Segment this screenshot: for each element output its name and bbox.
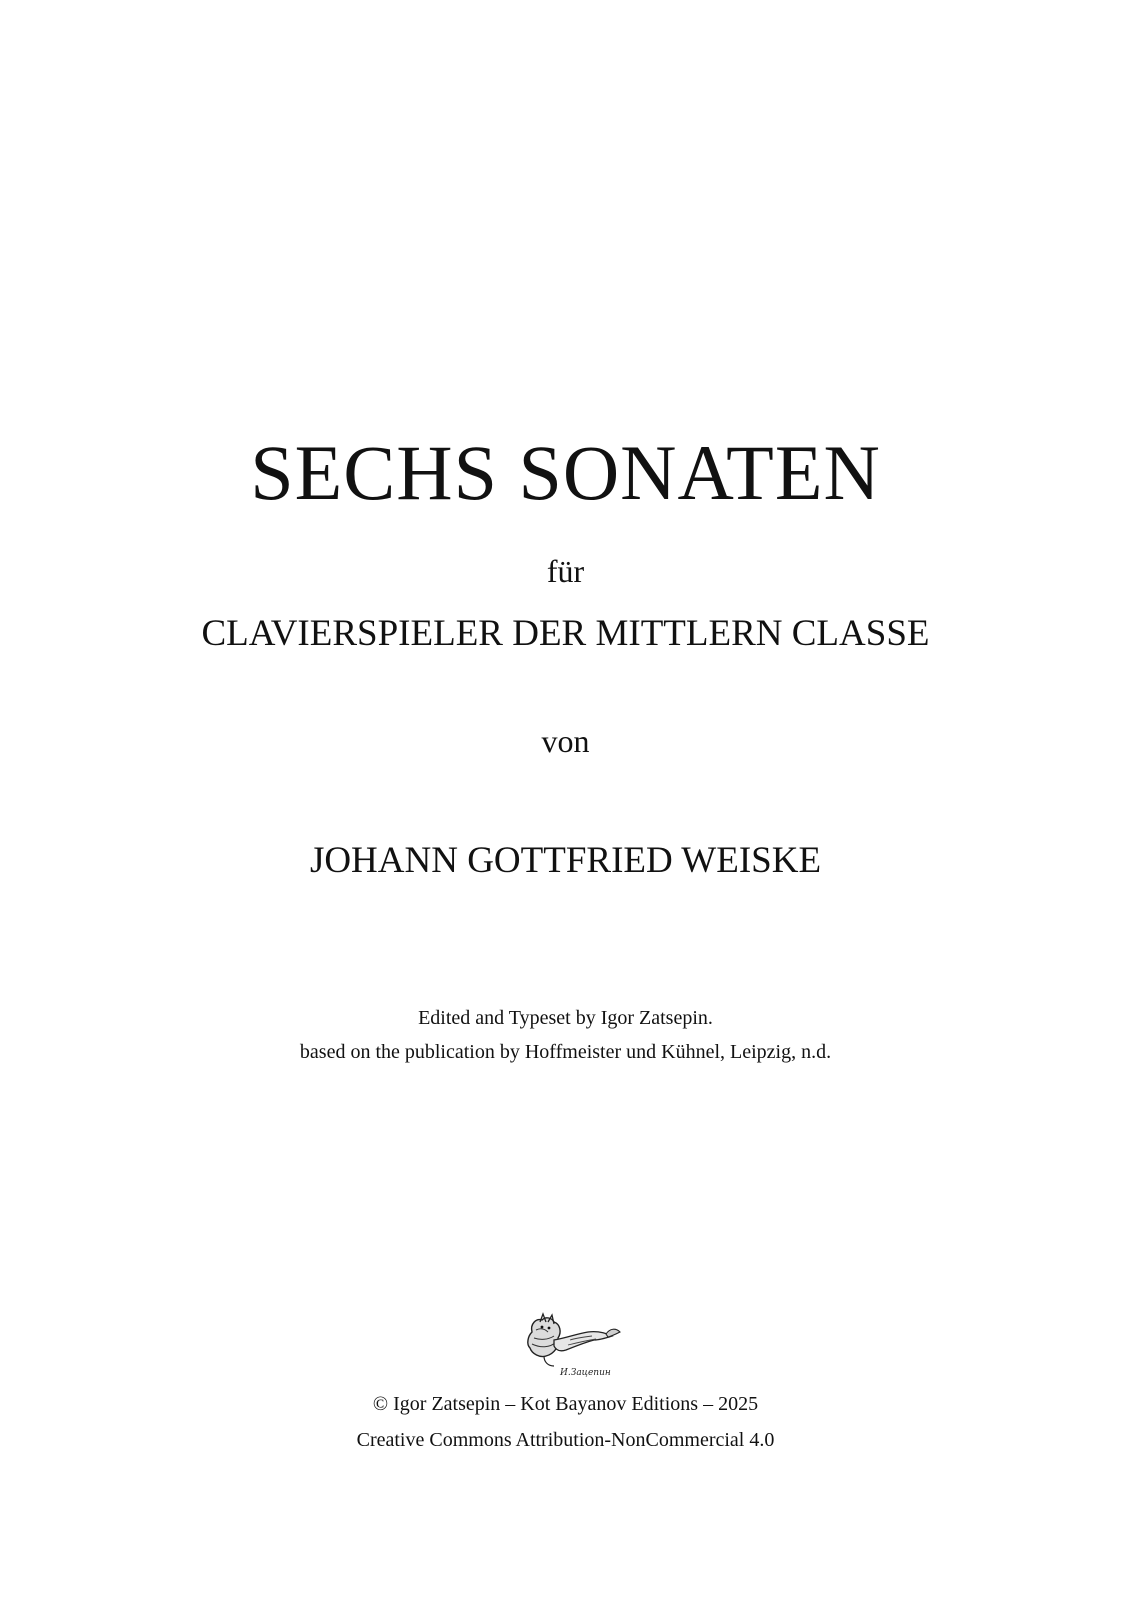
- page-title: SECHS SONATEN: [250, 429, 881, 516]
- page-subtitle: CLAVIERSPIELER DER MITTLERN CLASSE: [201, 613, 930, 654]
- license-notice: Creative Commons Attribution-NonCommercial 4.0: [356, 1429, 775, 1451]
- copyright-notice: © Igor Zatsepin – Kot Bayanov Editions – 2025: [372, 1393, 759, 1415]
- cat-publisher-logo-icon: [510, 1310, 630, 1380]
- title-connector-fuer: für: [546, 553, 585, 589]
- composer-name: JOHANN GOTTFRIED WEISKE: [309, 840, 822, 881]
- svg-text:И.Зацепин: И.Зацепин: [560, 1368, 611, 1378]
- source-publication-credit: based on the publication by Hoffmeister und Kühnel, Leipzig, n.d.: [299, 1041, 832, 1063]
- edited-by-credit: Edited and Typeset by Igor Zatsepin.: [418, 1007, 713, 1029]
- title-connector-von: von: [541, 723, 590, 759]
